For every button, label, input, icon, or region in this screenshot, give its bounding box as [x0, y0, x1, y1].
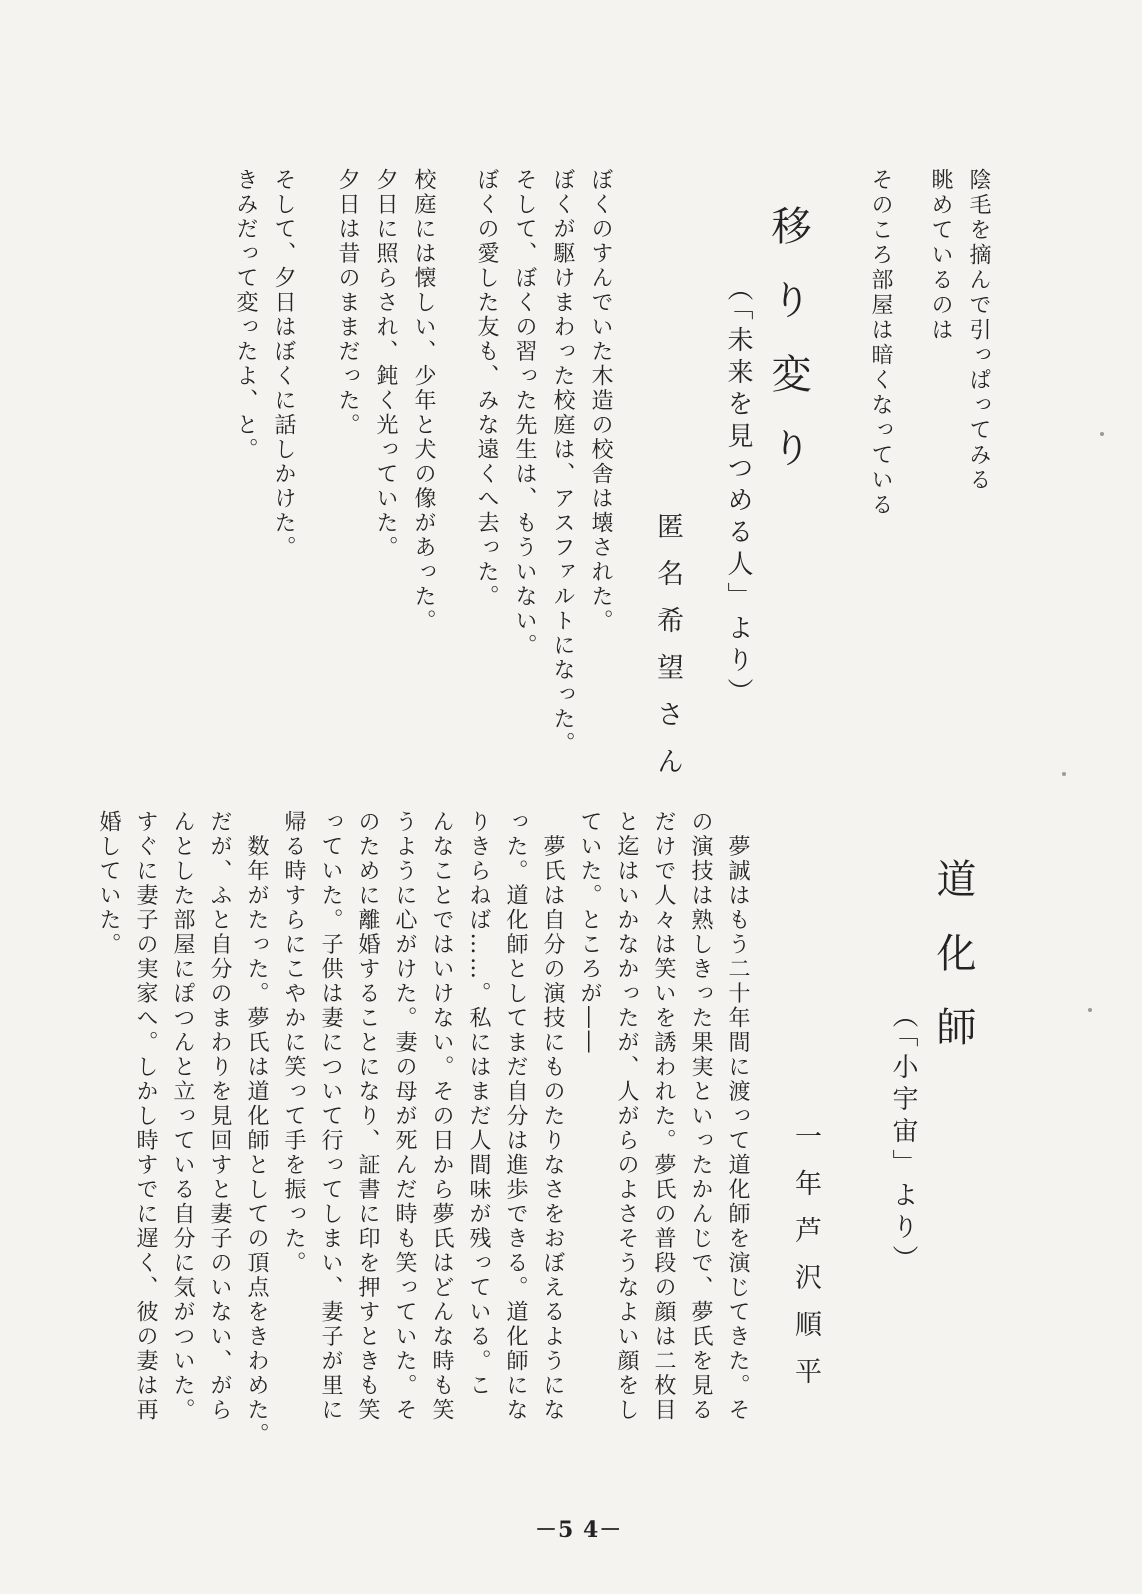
poem-line: 夕日に照らされ、鈍く光っていた。 [373, 168, 398, 560]
essay-line: 数年がたった。夢氏は道化師としての頂点をきわめた。 [244, 810, 269, 1447]
poem-line: ぼくのすんでいた木造の校舎は壊された。 [588, 168, 613, 634]
essay-line: だが、ふと自分のまわりを見回すと妻子のいない、がら [207, 810, 232, 1423]
scan-speck [1062, 772, 1066, 776]
poem-subtitle: （「未来を見つめる人」より） [723, 275, 753, 710]
essay-author: 一年芦沢順平 [790, 1122, 821, 1404]
essay-line: のために離婚することになり、証書に印を押すときも笑 [355, 810, 380, 1423]
poem-line: そして、夕日はぼくに話しかけた。 [271, 168, 296, 560]
essay-line: んなことではいけない。その日から夢氏はどんな時も笑 [429, 810, 454, 1423]
essay-line: だけで人々は笑いを誘われた。夢氏の普段の顔は二枚目 [651, 810, 676, 1423]
poem-line: きみだって変ったよ、と。 [233, 168, 258, 462]
poem-title: 移り変り [765, 205, 811, 501]
essay-line: 夢誠はもう二十年間に渡って道化師を演じてきた。そ [725, 810, 750, 1423]
poem-line: 校庭には懐しい、少年と犬の像があった。 [411, 168, 436, 634]
essay-line: った。道化師としてまだ自分は進歩できる。道化師にな [503, 810, 528, 1423]
essay-line: りきらねば……。私にはまだ人間味が残っている。こ [466, 810, 491, 1398]
essay-subtitle: （「小宇宙」より） [888, 1002, 918, 1277]
essay-line: っていた。子供は妻について行ってしまい、妻子が里に [318, 810, 343, 1423]
poem-line: 夕日は昔のままだった。 [335, 168, 360, 438]
page-number: －5 4－ [535, 1517, 623, 1543]
essay-line: 婚していた。 [96, 810, 121, 957]
poem-line: そのころ部屋は暗くなっている [868, 168, 893, 518]
essay-line: と迄はいかなかったが、人がらのよさそうなよい顔をし [614, 810, 639, 1423]
essay-line: んとした部屋にぽつんと立っている自分に気がついた。 [170, 810, 195, 1423]
scan-speck [1088, 1008, 1092, 1012]
essay-line: うように心がけた。妻の母が死んだ時も笑っていた。そ [392, 810, 417, 1423]
poem-line: 陰毛を摘んで引っぱってみる [966, 168, 991, 493]
poem-line: ぼくの愛した友も、みな遠くへ去った。 [474, 168, 499, 609]
essay-title: 道化師 [930, 858, 976, 1080]
scan-speck [1100, 432, 1104, 436]
poem-line: そして、ぼくの習った先生は、もういない。 [512, 168, 537, 658]
poem-line: 眺めているのは [928, 168, 953, 343]
poem-line: ぼくが駆けまわった校庭は、アスファルトになった。 [550, 168, 575, 756]
essay-line: の演技は熟しきった果実といったかんじで、夢氏を見る [688, 810, 713, 1423]
essay-line: 夢氏は自分の演技にものたりなさをおぼえるようにな [540, 810, 565, 1423]
essay-line: ていた。ところが―― [577, 810, 602, 1055]
essay-line: 帰る時すらにこやかに笑って手を振った。 [281, 810, 306, 1276]
essay-line: すぐに妻子の実家へ。しかし時すでに遅く、彼の妻は再 [133, 810, 158, 1423]
poem-author: 匿名希望さん [652, 512, 683, 794]
